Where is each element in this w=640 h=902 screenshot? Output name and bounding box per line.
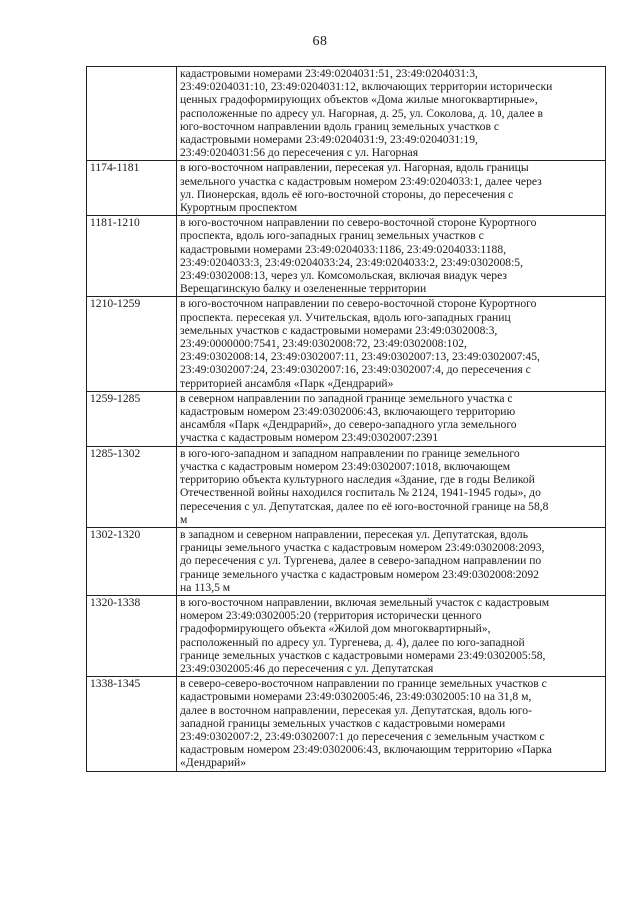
description-line: в северном направлении по западной границе земельного участка с (180, 391, 513, 405)
description-line: участка с кадастровым номером 23:49:0302007:2391 (180, 431, 439, 445)
description-line: 23:49:0302007:24, 23:49:0302007:16, 23:49:0302007:4, до пересечения с (180, 363, 531, 377)
segment-description-cell (177, 297, 606, 391)
segment-description-cell (177, 391, 606, 446)
description-line: кадастровыми номерами 23:49:0204031:9, 23:49:0204031:19, (180, 133, 478, 147)
description-line: кадастровым номером 23:49:0302006:43, включающего территорию (180, 405, 516, 419)
description-line: 23:49:0000000:7541, 23:49:0302008:72, 23:49:0302008:102, (180, 337, 467, 351)
description-line: территорию объекта культурного наследия «Здание, где в годы Великой (180, 473, 535, 487)
page-number: 68 (312, 34, 328, 49)
description-line: земельного участка с кадастровым номером 23:49:0204033:1, далее через (180, 174, 542, 188)
description-line: пересечения с ул. Депутатская, далее по её юго-восточной границе на 58,8 (180, 499, 549, 513)
description-line: в юго-восточном направлении, включая земельный участок с кадастровым (180, 595, 550, 609)
description-line: в юго-восточном направлении по северо-восточной стороне Курортного (180, 297, 537, 311)
boundary-description-table (86, 66, 606, 772)
segment-range-cell: 1174-1181 (87, 161, 177, 216)
description-line: проспекта. пересекая ул. Учительская, вдоль юго-западных границ (180, 310, 511, 324)
description-line: 23:49:0302007:2, 23:49:0302007:1 до пересечения с земельным участком с (180, 729, 545, 743)
description-line: границе земельного участка с кадастровым номером 23:49:0302008:2092 (180, 567, 539, 581)
segment-description-cell (177, 216, 606, 297)
description-line: ул. Пионерская, вдоль её юго-восточной стороны, до пересечения с (180, 187, 514, 201)
table-row (87, 297, 606, 391)
description-line: кадастровыми номерами 23:49:0204033:1186, 23:49:0204033:1188, (180, 242, 507, 256)
segment-range-cell: 1285-1302 (87, 446, 177, 527)
description-line: проспекта, вдоль юго-западных границ земельных участков с (180, 229, 484, 243)
table-row (87, 67, 606, 161)
description-line: 23:49:0302008:13, через ул. Комсомольская, включая виадук через (180, 269, 507, 283)
segment-range-cell: 1259-1285 (87, 391, 177, 446)
description-line: кадастровыми номерами 23:49:0302005:46, 23:49:0302005:10 на 31,8 м, (180, 690, 532, 704)
description-line: Отечественной войны находился госпиталь № 2124, 1941-1945 годы», до (180, 486, 541, 500)
description-line: «Дендрарий» (180, 756, 247, 770)
description-line: в юго-юго-западном и западном направлении по границе земельного (180, 446, 520, 460)
description-line: расположенный по адресу ул. Тургенева, д. 4), далее по юго-западной (180, 635, 525, 649)
description-line: в юго-восточном направлении по северо-восточной стороне Курортного (180, 216, 537, 230)
description-line: до пересечения с ул. Тургенева, далее в северо-западном направлении по (180, 554, 542, 568)
table-body (87, 67, 606, 772)
description-line: ансамбля «Парк «Дендрарий», до северо-западного угла земельного (180, 418, 517, 432)
description-line: м (180, 512, 188, 526)
segment-description-cell (177, 595, 606, 676)
description-line: кадастровым номером 23:49:0302006:43, включающим территорию «Парка (180, 743, 552, 757)
table-row (87, 595, 606, 676)
table-row (87, 161, 606, 216)
segment-description-cell (177, 677, 606, 771)
description-line: в северо-северо-восточном направлении по границе земельных участков с (180, 677, 547, 691)
table-row (87, 677, 606, 771)
description-line: ценных градоформирующих объектов «Дома жилые многоквартирные», (180, 93, 538, 107)
description-line: границы земельного участка с кадастровым номером 23:49:0302008:2093, (180, 541, 545, 555)
description-line: земельных участков с кадастровыми номерами 23:49:0302008:3, (180, 323, 498, 337)
segment-description-cell (177, 67, 606, 161)
segment-range-cell: 1320-1338 (87, 595, 177, 676)
description-line: территорией ансамбля «Парк «Дендрарий» (180, 376, 394, 390)
table-row (87, 527, 606, 595)
segment-range-cell: 1181-1210 (87, 216, 177, 297)
segment-range-cell: 1302-1320 (87, 527, 177, 595)
description-line: Курортным проспектом (180, 201, 298, 215)
description-line: градоформирующего объекта «Жилой дом многоквартирный», (180, 622, 491, 636)
segment-description-cell (177, 446, 606, 527)
description-line: 23:49:0302008:14, 23:49:0302007:11, 23:49:0302007:13, 23:49:0302007:45, (180, 350, 540, 364)
description-line: номером 23:49:0302005:20 (территория исторически ценного (180, 609, 482, 623)
segment-description-cell (177, 161, 606, 216)
description-line: далее в восточном направлении, пересекая ул. Депутатская, вдоль юго- (180, 703, 532, 717)
description-line: западной границы земельных участков с кадастровыми номерами (180, 716, 506, 730)
description-line: в западном и северном направлении, пересекая ул. Депутатская, вдоль (180, 527, 528, 541)
description-line: в юго-восточном направлении, пересекая ул. Нагорная, вдоль границы (180, 161, 529, 175)
segment-range-cell (87, 67, 177, 161)
description-line: на 113,5 м (180, 580, 231, 594)
table-row (87, 216, 606, 297)
table-row (87, 391, 606, 446)
segment-range-cell: 1338-1345 (87, 677, 177, 771)
description-line: 23:49:0204031:56 до пересечения с ул. Нагорная (180, 146, 419, 160)
description-line: границе земельных участков с кадастровыми номерами 23:49:0302005:58, (180, 648, 546, 662)
description-line: юго-восточном направлении вдоль границ земельных участков с (180, 119, 500, 133)
description-line: расположенные по адресу ул. Нагорная, д. 25, ул. Соколова, д. 10, далее в (180, 106, 543, 120)
segment-description-cell (177, 527, 606, 595)
table-row (87, 446, 606, 527)
description-line: 23:49:0204033:3, 23:49:0204033:24, 23:49:0204033:2, 23:49:0302008:5, (180, 255, 523, 269)
description-line: участка с кадастровым номером 23:49:0302007:1018, включающем (180, 459, 511, 473)
description-line: Верещагинскую балку и озелененные территории (180, 282, 427, 296)
description-line: 23:49:0204031:10, 23:49:0204031:12, включающих территории исторически (180, 80, 553, 94)
description-line: кадастровыми номерами 23:49:0204031:51, 23:49:0204031:3, (180, 67, 478, 80)
description-line: 23:49:0302005:46 до пересечения с ул. Депутатская (180, 661, 434, 675)
segment-range-cell: 1210-1259 (87, 297, 177, 391)
